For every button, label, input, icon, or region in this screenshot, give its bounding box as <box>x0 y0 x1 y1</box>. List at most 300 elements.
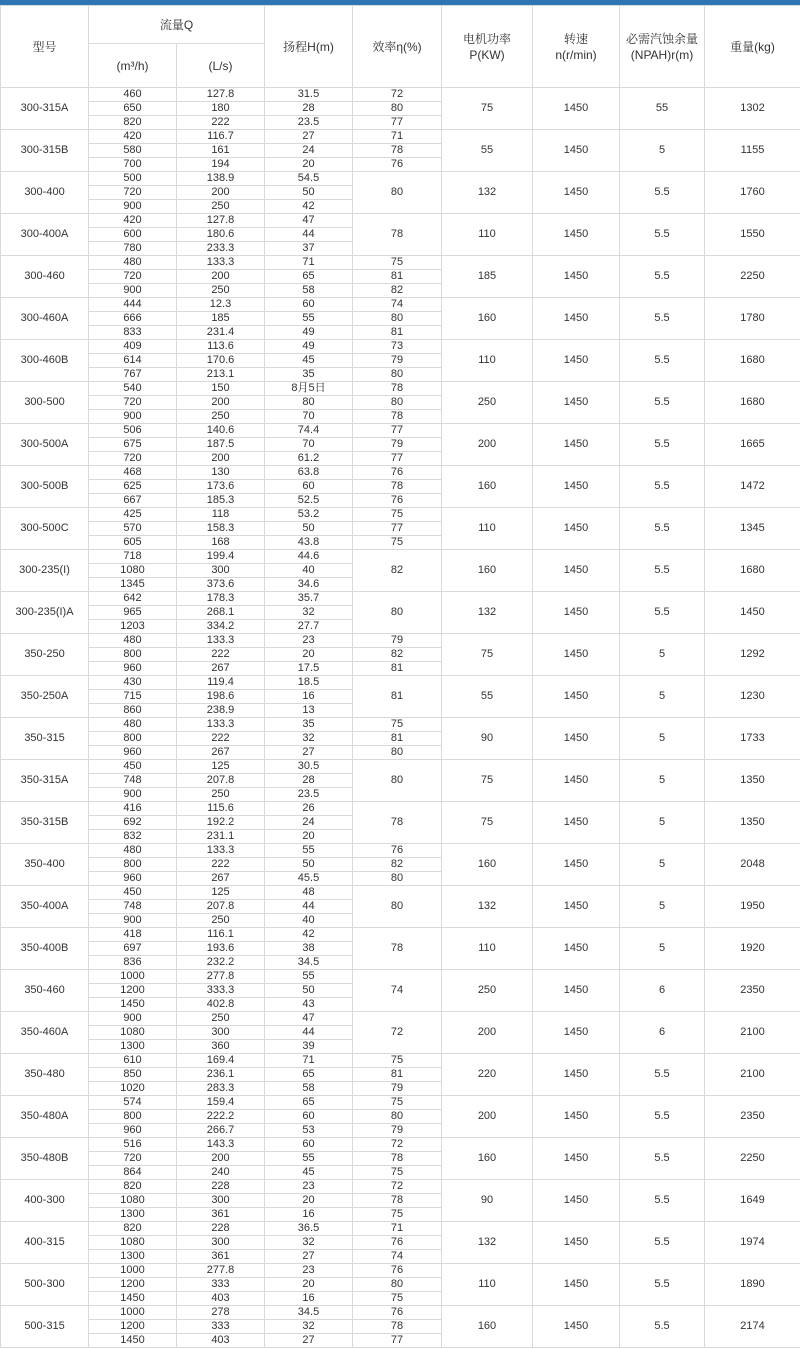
efficiency-cell: 78 <box>353 144 442 158</box>
flow-m3h-cell: 409 <box>89 340 177 354</box>
flow-ls-cell: 360 <box>177 1040 265 1054</box>
head-cell: 45 <box>265 1166 353 1180</box>
efficiency-cell: 74 <box>353 970 442 1012</box>
flow-m3h-cell: 715 <box>89 690 177 704</box>
weight-cell: 2100 <box>705 1054 800 1096</box>
flow-ls-cell: 140.6 <box>177 424 265 438</box>
power-cell: 250 <box>442 382 533 424</box>
col-header-head: 扬程H(m) <box>265 6 353 88</box>
flow-m3h-cell: 720 <box>89 396 177 410</box>
power-cell: 110 <box>442 508 533 550</box>
spec-subrow <box>1 172 800 186</box>
head-cell: 16 <box>265 690 353 704</box>
head-cell: 70 <box>265 410 353 424</box>
npsh-cell: 5 <box>620 886 705 928</box>
flow-m3h-cell: 836 <box>89 956 177 970</box>
flow-m3h-cell: 480 <box>89 256 177 270</box>
speed-cell: 1450 <box>533 1138 620 1180</box>
head-cell: 60 <box>265 1138 353 1152</box>
flow-ls-cell: 250 <box>177 200 265 214</box>
spec-subrow <box>1 550 800 564</box>
col-header-npsh <box>620 6 705 88</box>
flow-ls-cell: 133.3 <box>177 634 265 648</box>
flow-m3h-cell: 1345 <box>89 578 177 592</box>
efficiency-cell: 80 <box>353 746 442 760</box>
flow-ls-cell: 198.6 <box>177 690 265 704</box>
weight-cell: 1550 <box>705 214 800 256</box>
flow-ls-cell: 266.7 <box>177 1124 265 1138</box>
speed-cell: 1450 <box>533 1012 620 1054</box>
model-group <box>1 970 800 1012</box>
flow-ls-cell: 333.3 <box>177 984 265 998</box>
head-cell: 24 <box>265 816 353 830</box>
flow-m3h-cell: 1300 <box>89 1040 177 1054</box>
flow-ls-cell: 213.1 <box>177 368 265 382</box>
pump-spec-table <box>0 5 800 1348</box>
head-cell: 45 <box>265 354 353 368</box>
head-cell: 55 <box>265 312 353 326</box>
flow-ls-cell: 194 <box>177 158 265 172</box>
spec-subrow <box>1 466 800 480</box>
flow-m3h-cell: 1080 <box>89 1194 177 1208</box>
flow-ls-cell: 403 <box>177 1334 265 1348</box>
efficiency-cell: 78 <box>353 802 442 844</box>
model-cell: 300-400 <box>1 172 89 214</box>
head-cell: 49 <box>265 340 353 354</box>
flow-ls-cell: 185.3 <box>177 494 265 508</box>
flow-ls-cell: 12.3 <box>177 298 265 312</box>
flow-ls-cell: 233.3 <box>177 242 265 256</box>
speed-cell: 1450 <box>533 256 620 298</box>
weight-cell: 1472 <box>705 466 800 508</box>
weight-cell: 1350 <box>705 760 800 802</box>
flow-m3h-cell: 480 <box>89 718 177 732</box>
head-cell: 13 <box>265 704 353 718</box>
power-cell: 220 <box>442 1054 533 1096</box>
weight-cell: 1230 <box>705 676 800 718</box>
head-cell: 34.6 <box>265 578 353 592</box>
flow-m3h-cell: 600 <box>89 228 177 242</box>
flow-m3h-cell: 1200 <box>89 984 177 998</box>
efficiency-cell: 78 <box>353 1320 442 1334</box>
npsh-cell: 5.5 <box>620 382 705 424</box>
model-cell: 350-480 <box>1 1054 89 1096</box>
flow-m3h-cell: 460 <box>89 88 177 102</box>
efficiency-cell: 75 <box>353 536 442 550</box>
efficiency-cell: 80 <box>353 1110 442 1124</box>
model-group <box>1 844 800 886</box>
npsh-cell: 5.5 <box>620 466 705 508</box>
flow-ls-cell: 403 <box>177 1292 265 1306</box>
model-cell: 300-500 <box>1 382 89 424</box>
flow-m3h-cell: 1200 <box>89 1278 177 1292</box>
head-cell: 27.7 <box>265 620 353 634</box>
flow-ls-cell: 222 <box>177 858 265 872</box>
efficiency-cell: 81 <box>353 662 442 676</box>
power-cell: 55 <box>442 130 533 172</box>
flow-m3h-cell: 540 <box>89 382 177 396</box>
npsh-header-line1: 必需汽蚀余量 <box>620 31 704 47</box>
head-cell: 49 <box>265 326 353 340</box>
efficiency-cell: 79 <box>353 354 442 368</box>
head-cell: 40 <box>265 564 353 578</box>
head-cell: 27 <box>265 1250 353 1264</box>
efficiency-cell: 80 <box>353 368 442 382</box>
flow-m3h-cell: 850 <box>89 1068 177 1082</box>
flow-ls-cell: 300 <box>177 564 265 578</box>
efficiency-cell: 79 <box>353 438 442 452</box>
model-cell: 300-500C <box>1 508 89 550</box>
head-cell: 23 <box>265 1180 353 1194</box>
flow-m3h-cell: 720 <box>89 186 177 200</box>
flow-m3h-cell: 900 <box>89 1012 177 1026</box>
model-cell: 300-315B <box>1 130 89 172</box>
model-group <box>1 508 800 550</box>
flow-ls-cell: 180.6 <box>177 228 265 242</box>
efficiency-cell: 80 <box>353 760 442 802</box>
efficiency-cell: 72 <box>353 1180 442 1194</box>
head-cell: 44 <box>265 228 353 242</box>
flow-m3h-cell: 900 <box>89 914 177 928</box>
spec-subrow <box>1 382 800 396</box>
speed-cell: 1450 <box>533 970 620 1012</box>
flow-ls-cell: 278 <box>177 1306 265 1320</box>
flow-m3h-cell: 748 <box>89 900 177 914</box>
flow-ls-cell: 116.1 <box>177 928 265 942</box>
efficiency-cell: 78 <box>353 480 442 494</box>
speed-cell: 1450 <box>533 1180 620 1222</box>
power-cell: 185 <box>442 256 533 298</box>
head-cell: 44 <box>265 900 353 914</box>
head-cell: 61.2 <box>265 452 353 466</box>
efficiency-cell: 72 <box>353 1012 442 1054</box>
flow-m3h-cell: 960 <box>89 662 177 676</box>
weight-cell: 2250 <box>705 256 800 298</box>
flow-m3h-cell: 800 <box>89 732 177 746</box>
head-cell: 58 <box>265 1082 353 1096</box>
spec-subrow <box>1 424 800 438</box>
flow-m3h-cell: 900 <box>89 788 177 802</box>
head-cell: 65 <box>265 1096 353 1110</box>
efficiency-cell: 81 <box>353 326 442 340</box>
speed-cell: 1450 <box>533 466 620 508</box>
model-cell: 350-460 <box>1 970 89 1012</box>
efficiency-cell: 82 <box>353 648 442 662</box>
speed-header-line1: 转速 <box>533 31 619 47</box>
spec-subrow <box>1 676 800 690</box>
power-cell: 75 <box>442 760 533 802</box>
flow-m3h-cell: 506 <box>89 424 177 438</box>
flow-m3h-cell: 1000 <box>89 1264 177 1278</box>
spec-subrow <box>1 970 800 984</box>
flow-ls-cell: 185 <box>177 312 265 326</box>
model-group <box>1 340 800 382</box>
efficiency-cell: 71 <box>353 1222 442 1236</box>
flow-ls-cell: 133.3 <box>177 844 265 858</box>
flow-m3h-cell: 425 <box>89 508 177 522</box>
head-cell: 42 <box>265 200 353 214</box>
flow-m3h-cell: 960 <box>89 746 177 760</box>
model-cell: 500-315 <box>1 1306 89 1348</box>
efficiency-cell: 72 <box>353 1138 442 1152</box>
model-group <box>1 1264 800 1306</box>
flow-m3h-cell: 1300 <box>89 1250 177 1264</box>
model-cell: 350-480B <box>1 1138 89 1180</box>
power-cell: 55 <box>442 676 533 718</box>
model-cell: 300-460B <box>1 340 89 382</box>
weight-cell: 1649 <box>705 1180 800 1222</box>
speed-cell: 1450 <box>533 1054 620 1096</box>
head-cell: 28 <box>265 774 353 788</box>
flow-ls-cell: 115.6 <box>177 802 265 816</box>
spec-subrow <box>1 130 800 144</box>
head-cell: 32 <box>265 732 353 746</box>
flow-ls-cell: 200 <box>177 396 265 410</box>
weight-cell: 1665 <box>705 424 800 466</box>
efficiency-cell: 75 <box>353 1096 442 1110</box>
speed-cell: 1450 <box>533 88 620 130</box>
speed-cell: 1450 <box>533 886 620 928</box>
flow-ls-cell: 130 <box>177 466 265 480</box>
flow-ls-cell: 143.3 <box>177 1138 265 1152</box>
head-cell: 50 <box>265 984 353 998</box>
head-cell: 50 <box>265 522 353 536</box>
head-cell: 23 <box>265 634 353 648</box>
flow-m3h-cell: 718 <box>89 550 177 564</box>
model-group <box>1 634 800 676</box>
efficiency-cell: 78 <box>353 382 442 396</box>
flow-m3h-cell: 667 <box>89 494 177 508</box>
flow-m3h-cell: 625 <box>89 480 177 494</box>
model-cell: 300-315A <box>1 88 89 130</box>
head-cell: 30.5 <box>265 760 353 774</box>
flow-ls-cell: 267 <box>177 872 265 886</box>
flow-ls-cell: 127.8 <box>177 214 265 228</box>
model-cell: 300-235(I) <box>1 550 89 592</box>
npsh-cell: 6 <box>620 970 705 1012</box>
head-cell: 50 <box>265 186 353 200</box>
speed-cell: 1450 <box>533 214 620 256</box>
spec-subrow <box>1 1306 800 1320</box>
spec-subrow <box>1 508 800 522</box>
head-cell: 20 <box>265 1194 353 1208</box>
npsh-cell: 5 <box>620 802 705 844</box>
flow-m3h-cell: 444 <box>89 298 177 312</box>
flow-m3h-cell: 1300 <box>89 1208 177 1222</box>
spec-subrow <box>1 1096 800 1110</box>
head-cell: 32 <box>265 606 353 620</box>
speed-cell: 1450 <box>533 130 620 172</box>
weight-cell: 1450 <box>705 592 800 634</box>
model-cell: 350-315B <box>1 802 89 844</box>
flow-m3h-cell: 720 <box>89 452 177 466</box>
head-cell: 40 <box>265 914 353 928</box>
model-group <box>1 256 800 298</box>
power-cell: 200 <box>442 1096 533 1138</box>
head-cell: 71 <box>265 1054 353 1068</box>
flow-ls-cell: 222 <box>177 116 265 130</box>
flow-m3h-cell: 642 <box>89 592 177 606</box>
weight-cell: 1350 <box>705 802 800 844</box>
col-header-flow-m3h: (m³/h) <box>89 44 177 88</box>
model-group <box>1 298 800 340</box>
npsh-cell: 5.5 <box>620 550 705 592</box>
efficiency-cell: 78 <box>353 1152 442 1166</box>
flow-ls-cell: 300 <box>177 1236 265 1250</box>
flow-ls-cell: 118 <box>177 508 265 522</box>
model-group <box>1 592 800 634</box>
model-cell: 350-480A <box>1 1096 89 1138</box>
model-cell: 300-400A <box>1 214 89 256</box>
npsh-cell: 5.5 <box>620 256 705 298</box>
efficiency-cell: 75 <box>353 256 442 270</box>
flow-ls-cell: 192.2 <box>177 816 265 830</box>
head-cell: 43.8 <box>265 536 353 550</box>
power-cell: 75 <box>442 88 533 130</box>
flow-ls-cell: 200 <box>177 1152 265 1166</box>
head-cell: 8月5日 <box>265 382 353 396</box>
flow-ls-cell: 119.4 <box>177 676 265 690</box>
model-cell: 400-315 <box>1 1222 89 1264</box>
flow-ls-cell: 250 <box>177 788 265 802</box>
model-group <box>1 1222 800 1264</box>
head-cell: 32 <box>265 1236 353 1250</box>
head-cell: 37 <box>265 242 353 256</box>
head-cell: 54.5 <box>265 172 353 186</box>
model-group <box>1 130 800 172</box>
flow-ls-cell: 268.1 <box>177 606 265 620</box>
flow-ls-cell: 125 <box>177 886 265 900</box>
head-cell: 20 <box>265 158 353 172</box>
npsh-cell: 5.5 <box>620 1264 705 1306</box>
head-cell: 70 <box>265 438 353 452</box>
weight-cell: 1974 <box>705 1222 800 1264</box>
power-cell: 132 <box>442 886 533 928</box>
flow-ls-cell: 113.6 <box>177 340 265 354</box>
head-cell: 44.6 <box>265 550 353 564</box>
efficiency-cell: 79 <box>353 1124 442 1138</box>
spec-subrow <box>1 592 800 606</box>
efficiency-cell: 76 <box>353 1264 442 1278</box>
flow-m3h-cell: 965 <box>89 606 177 620</box>
model-group <box>1 760 800 802</box>
efficiency-cell: 75 <box>353 718 442 732</box>
flow-m3h-cell: 666 <box>89 312 177 326</box>
flow-ls-cell: 199.4 <box>177 550 265 564</box>
flow-m3h-cell: 1080 <box>89 1026 177 1040</box>
efficiency-cell: 80 <box>353 312 442 326</box>
npsh-cell: 5.5 <box>620 592 705 634</box>
head-cell: 20 <box>265 1278 353 1292</box>
spec-subrow <box>1 886 800 900</box>
power-cell: 160 <box>442 1306 533 1348</box>
weight-cell: 1780 <box>705 298 800 340</box>
flow-m3h-cell: 800 <box>89 858 177 872</box>
head-cell: 60 <box>265 298 353 312</box>
power-cell: 110 <box>442 340 533 382</box>
flow-ls-cell: 200 <box>177 186 265 200</box>
flow-m3h-cell: 820 <box>89 1180 177 1194</box>
efficiency-cell: 76 <box>353 844 442 858</box>
flow-m3h-cell: 720 <box>89 270 177 284</box>
model-group <box>1 466 800 508</box>
model-group <box>1 1138 800 1180</box>
head-cell: 48 <box>265 886 353 900</box>
speed-cell: 1450 <box>533 844 620 886</box>
head-cell: 35 <box>265 718 353 732</box>
flow-m3h-cell: 500 <box>89 172 177 186</box>
flow-ls-cell: 200 <box>177 270 265 284</box>
flow-m3h-cell: 614 <box>89 354 177 368</box>
efficiency-cell: 81 <box>353 676 442 718</box>
efficiency-cell: 78 <box>353 928 442 970</box>
power-cell: 160 <box>442 1138 533 1180</box>
flow-m3h-cell: 450 <box>89 760 177 774</box>
power-cell: 110 <box>442 1264 533 1306</box>
model-cell: 300-500B <box>1 466 89 508</box>
weight-cell: 1760 <box>705 172 800 214</box>
flow-ls-cell: 373.6 <box>177 578 265 592</box>
flow-m3h-cell: 900 <box>89 284 177 298</box>
npsh-cell: 5 <box>620 760 705 802</box>
speed-cell: 1450 <box>533 424 620 466</box>
flow-m3h-cell: 416 <box>89 802 177 816</box>
flow-ls-cell: 187.5 <box>177 438 265 452</box>
flow-ls-cell: 168 <box>177 536 265 550</box>
flow-m3h-cell: 1020 <box>89 1082 177 1096</box>
npsh-cell: 5.5 <box>620 340 705 382</box>
speed-cell: 1450 <box>533 1222 620 1264</box>
efficiency-cell: 75 <box>353 1166 442 1180</box>
head-cell: 80 <box>265 396 353 410</box>
model-cell: 350-250A <box>1 676 89 718</box>
flow-ls-cell: 238.9 <box>177 704 265 718</box>
npsh-cell: 5.5 <box>620 424 705 466</box>
flow-ls-cell: 193.6 <box>177 942 265 956</box>
head-cell: 27 <box>265 1334 353 1348</box>
speed-cell: 1450 <box>533 172 620 214</box>
head-cell: 34.5 <box>265 1306 353 1320</box>
power-cell: 160 <box>442 298 533 340</box>
flow-ls-cell: 222 <box>177 648 265 662</box>
col-header-weight: 重量(kg) <box>705 6 800 88</box>
weight-cell: 1345 <box>705 508 800 550</box>
flow-m3h-cell: 450 <box>89 886 177 900</box>
flow-ls-cell: 116.7 <box>177 130 265 144</box>
model-group <box>1 88 800 130</box>
model-cell: 300-460 <box>1 256 89 298</box>
model-cell: 500-300 <box>1 1264 89 1306</box>
flow-ls-cell: 250 <box>177 410 265 424</box>
power-cell: 75 <box>442 802 533 844</box>
head-cell: 74.4 <box>265 424 353 438</box>
npsh-cell: 5 <box>620 676 705 718</box>
power-header-line1: 电机功率 <box>442 31 532 47</box>
flow-m3h-cell: 720 <box>89 1152 177 1166</box>
head-cell: 60 <box>265 480 353 494</box>
weight-cell: 2350 <box>705 970 800 1012</box>
power-cell: 90 <box>442 718 533 760</box>
model-cell: 350-400B <box>1 928 89 970</box>
flow-ls-cell: 231.1 <box>177 830 265 844</box>
model-group <box>1 1012 800 1054</box>
flow-ls-cell: 236.1 <box>177 1068 265 1082</box>
npsh-cell: 5 <box>620 130 705 172</box>
spec-subrow <box>1 256 800 270</box>
head-cell: 60 <box>265 1110 353 1124</box>
efficiency-cell: 81 <box>353 732 442 746</box>
flow-ls-cell: 178.3 <box>177 592 265 606</box>
